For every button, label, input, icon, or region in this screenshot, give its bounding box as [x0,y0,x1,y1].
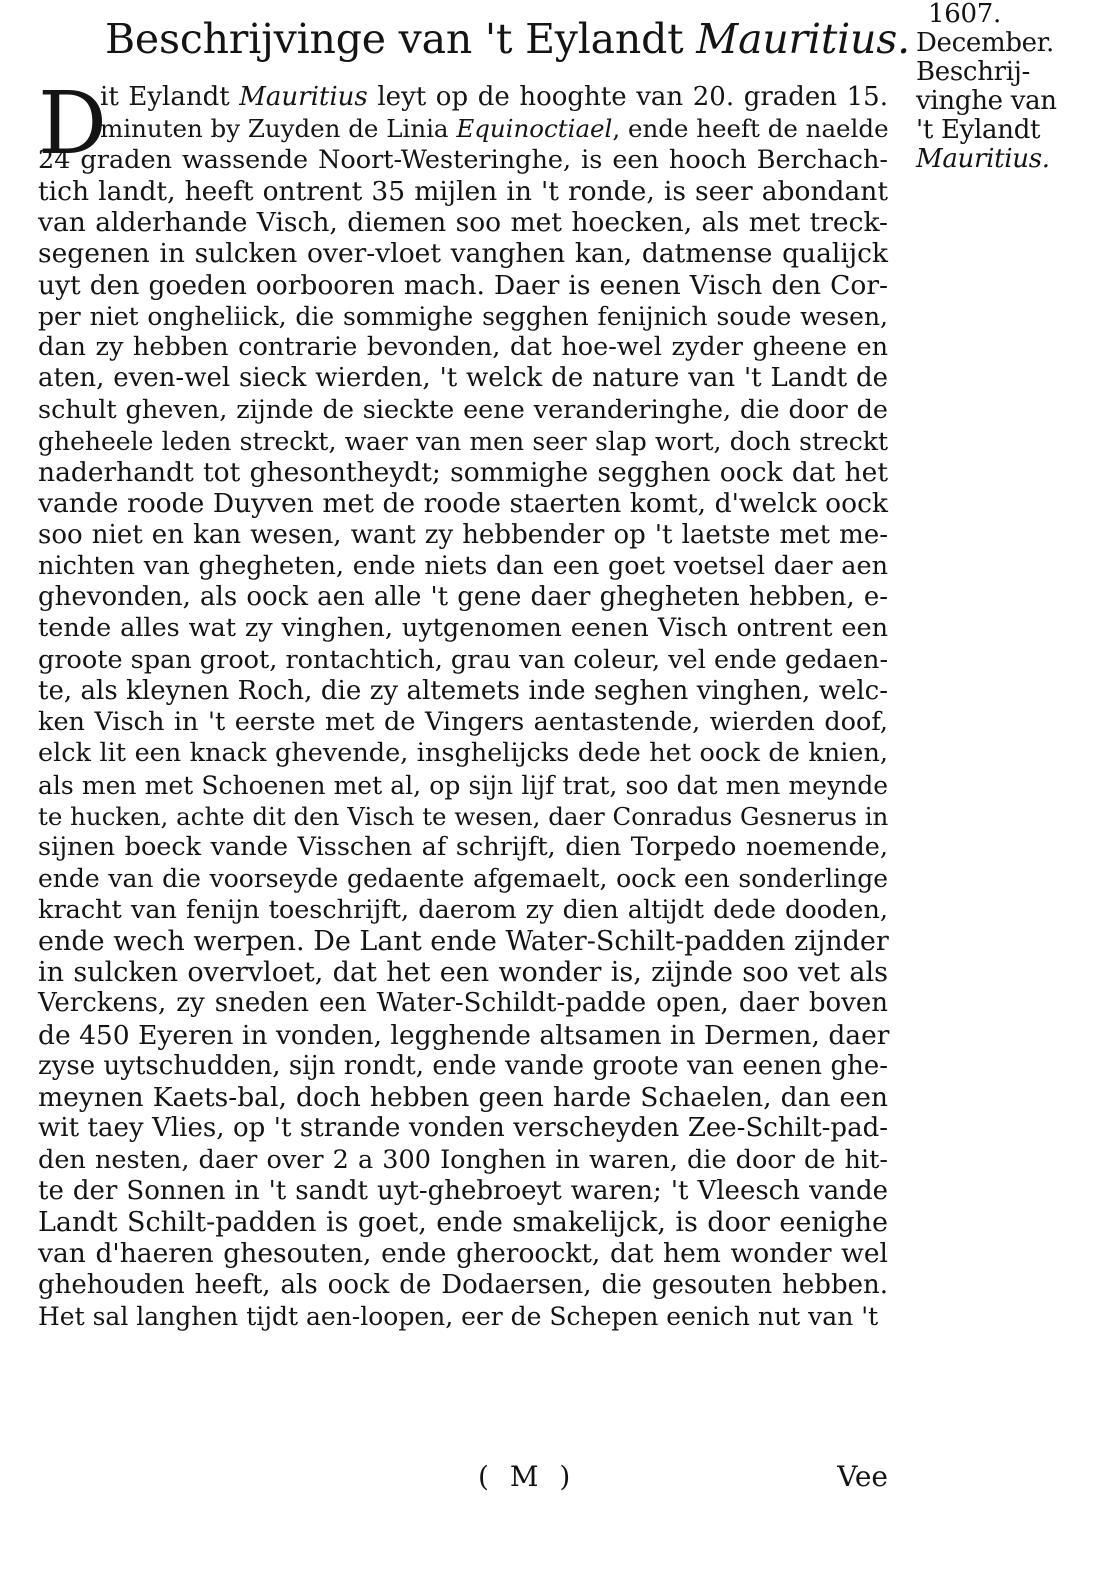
page-title [105,14,910,64]
margin-line: Beschrij- [916,57,1031,87]
margin-note [916,0,1096,174]
text-line: ken Visch in 't eerste met de Vingers aentastende, wierden doof, [38,707,888,737]
text-line: de 450 Eyeren in vonden, legghende altsamen in Dermen, daer [38,1019,890,1051]
text-line: ghehouden heeft, als oock de Dodaersen, die gesouten hebben. [38,1269,888,1300]
text-line: nichten van ghegheten, ende niets dan een goet voetsel daer aen [38,550,888,581]
text-line: tich landt, heeft ontrent 35 mijlen in 't ronde, is seer abondant [38,175,888,207]
margin-month: December. [916,28,1055,58]
text-line: zyse uytschudden, sijn rondt, ende vande groote van eenen ghe- [38,1050,888,1081]
page-footer [38,1460,888,1500]
text-line: groote span groot, rontachtich, grau van coleur, vel ende gedaen- [38,644,889,675]
margin-line-italic: Mauritius. [916,144,1050,174]
title-text: Beschrijvinge van 't Eylandt [105,15,684,63]
text-line: segenen in sulcken over-vloet vanghen kan, datmense qualijck [38,238,888,270]
text-line: naderhandt tot ghesontheydt; sommighe segghen oock dat het [38,457,888,488]
signature-mark: ( M ) [478,1460,577,1493]
text-line: van alderhande Visch, diemen soo met hoecken, als met treck- [38,207,888,238]
text-line: vande roode Duyven met de roode staerten komt, d'welck oock [38,488,888,520]
text-line: tende alles wat zy vinghen, uytgenomen eenen Visch ontrent een [38,613,888,644]
text-line: dan zy hebben contrarie bevonden, dat hoe-wel zyder gheene en [38,332,888,362]
text-line: soo niet en kan wesen, want zy hebbender op 't laetste met me- [38,519,888,550]
text-line: kracht van fenijn toeschrijft, daerom zy dien altijdt dede dooden, [38,894,888,925]
text-line: uyt den goeden oorbooren mach. Daer is eenen Visch den Cor- [38,269,888,301]
title-italic: Mauritius. [696,15,910,63]
text-line: ende van die voorseyde gedaente afgemaelt, oock een sonderlinge [38,864,888,894]
text-line: minuten by Zuyden de Linia Equinoctiael, ende heeft de naelde [100,114,889,144]
drop-cap: D [38,74,107,174]
margin-line: 't Eylandt [916,115,1041,145]
margin-line: vinghe van [916,86,1057,116]
text-line: te der Sonnen in 't sandt uyt-ghebroeyt waren; 't Vleesch vande [38,1175,888,1206]
text-line: Verckens, zy sneden een Water-Schildt-padde open, daer boven [38,988,888,1019]
body-text [38,74,890,1332]
text-line: sijnen boeck vande Visschen af schrijft, dien Torpedo noemende, [38,832,888,862]
text-line: elck lit een knack ghevende, insghelijcks dede het oock de knien, [38,738,888,769]
text-line: per niet ongheliick, die sommighe segghen fenijnich soude wesen, [38,301,888,331]
text-line: 24 graden wassende Noort-Westeringhe, is een hooch Berchach- [38,144,888,175]
text-line: meynen Kaets-bal, doch hebben geen harde Schaelen, dan een [38,1082,888,1113]
catchword: Vee [837,1460,888,1493]
margin-year: 1607. [928,0,1001,29]
text-line: wit taey Vlies, op 't strande vonden verscheyden Zee-Schilt-pad- [38,1113,888,1144]
text-line: den nesten, daer over 2 a 300 Ionghen in waren, die door de hit- [38,1144,888,1175]
text-line: Het sal langhen tijdt aen-loopen, eer de Schepen eenich nut van 't [38,1301,879,1331]
text-line: it Eylandt Mauritius leyt op de hooghte van 20. graden 15. [100,82,888,112]
text-line: ghevonden, als oock aen alle 't gene daer ghegheten hebben, e- [38,582,888,612]
text-line: in sulcken overvloet, dat het een wonder is, zijnde soo vet als [38,957,888,988]
text-line: van d'haeren ghesouten, ende gheroockt, dat hem wonder wel [38,1238,888,1270]
text-line: gheheele leden streckt, waer van men seer slap wort, doch streckt [38,426,888,456]
text-line: te hucken, achte dit den Visch te wesen, daer Conradus Gesnerus in [38,801,889,831]
text-line: als men met Schoenen met al, op sijn lijf trat, soo dat men meynde [38,770,888,800]
text-line: schult gheven, zijnde de sieckte eene veranderinghe, die door de [38,394,888,425]
text-line: ende wech werpen. De Lant ende Water-Schilt-padden zijnder [38,925,889,957]
text-line: te, als kleynen Roch, die zy altemets inde seghen vinghen, welc- [38,675,888,706]
text-line: Landt Schilt-padden is goet, ende smakelijck, is door eenighe [38,1207,888,1238]
text-line: aten, even-wel sieck wierden, 't welck de nature van 't Landt de [38,363,888,394]
